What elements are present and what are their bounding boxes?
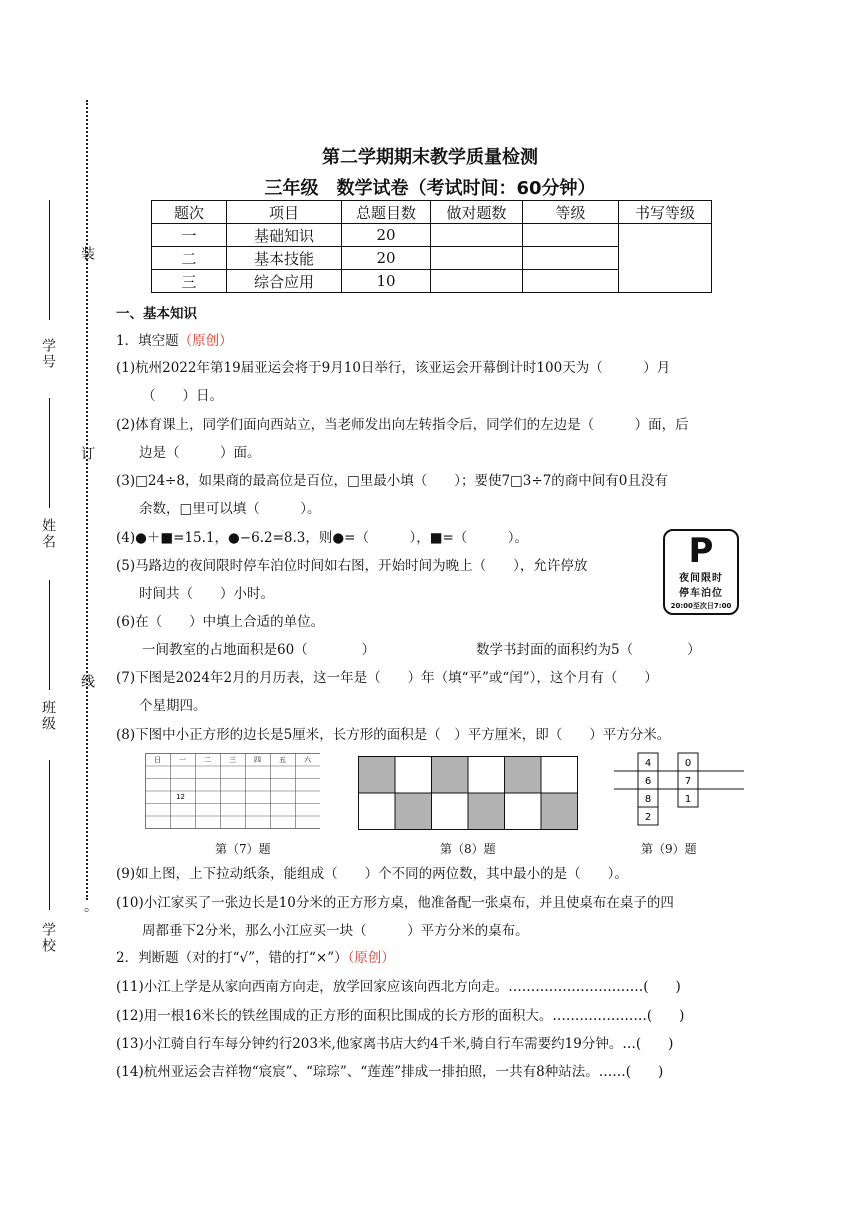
exam-title: 第二学期期末教学质量检测: [322, 147, 538, 168]
white-square: [359, 793, 396, 830]
calendar-weekday: 三: [229, 756, 236, 764]
question-line: (8)下图中小正方形的边长是5厘米，长方形的面积是（ ）平方厘米，即（ ）平方分米。: [116, 727, 671, 743]
score-table: [151, 200, 712, 293]
question-line: (6)在（ ）中填上合适的单位。: [116, 614, 325, 630]
calendar-weekday: 日: [154, 756, 161, 764]
calendar-weekday: 二: [204, 756, 211, 764]
binding-dot-mark: 。: [84, 899, 98, 915]
calendar-weekday: 五: [279, 756, 286, 764]
shaded-square: [505, 757, 542, 794]
score-table-header: [152, 201, 712, 224]
parking-sign: [663, 529, 739, 615]
question-line: 周都垂下2分米，那么小江应买一块（ ）平方分米的桌布。: [142, 923, 529, 939]
student-id-label: 学号: [40, 338, 56, 370]
question-line: (1)杭州2022年第19届亚运会将于9月10日举行，该亚运会开幕倒计时100天为（ ）月: [116, 360, 671, 376]
original-tag: （原创）: [347, 950, 395, 966]
row-number: 三: [152, 270, 227, 293]
school-line: [49, 760, 50, 910]
exam-subtitle: 三年级 数学试卷（考试时间：60分钟）: [264, 178, 596, 199]
fill-heading: [116, 329, 233, 349]
row-number: 二: [152, 247, 227, 270]
row-total: 20: [342, 247, 431, 270]
original-tag: （原创）: [178, 333, 233, 349]
parking-line2: 停车泊位: [679, 588, 723, 599]
question-line: (4)●＋■=15.1，●−6.2=8.3，则●=（ ），■=（ ）。: [116, 530, 529, 546]
student-id-line: [49, 200, 50, 320]
correct-count-cell[interactable]: [431, 224, 523, 247]
correct-count-cell[interactable]: [431, 247, 523, 270]
header-cell: 总题目数: [342, 201, 431, 224]
judge-heading-text: 2．判断题（对的打“√”，错的打“×”）: [116, 950, 348, 966]
header-cell: 等级: [523, 201, 619, 224]
binding-char-zhuang: 装: [79, 246, 95, 262]
row-item: 基本技能: [227, 247, 342, 270]
class-label: 班级: [40, 700, 56, 732]
binding-char-ding: 订: [79, 446, 95, 462]
row-total: 20: [342, 224, 431, 247]
question-line: (7)下图是2024年2月的月历表，这一年是（ ）年（填“平”或“闰”），这个月有（ ）: [116, 670, 658, 686]
question-line: (9)如上图，上下拉动纸条，能组成（ ）个不同的两位数，其中最小的是（ ）。: [116, 866, 628, 882]
shaded-square: [432, 757, 469, 794]
caption-7: 第（7）题: [215, 842, 271, 856]
grade-cell[interactable]: [523, 247, 619, 270]
binding-char-xian: 线: [79, 674, 95, 690]
question-line: （ ）日。: [142, 388, 223, 404]
shaded-square: [359, 757, 396, 794]
section-heading: 一、基本知识: [116, 306, 197, 322]
row-number: 一: [152, 224, 227, 247]
white-square: [432, 793, 469, 830]
question-line: (3)□24÷8，如果商的最高位是百位，□里最小填（ ）；要使7□3÷7的商中间有0且没有: [116, 473, 668, 489]
parking-p-icon: P: [688, 531, 714, 571]
white-square: [505, 793, 542, 830]
judge-line: (14)杭州亚运会吉祥物“宸宸”、“琮琮”、“莲莲”排成一排拍照，一共有8种站法。……( ): [116, 1064, 664, 1080]
question-line: 个星期四。: [139, 698, 207, 714]
calendar-weekday: 四: [254, 756, 261, 764]
header-cell: 书写等级: [619, 201, 712, 224]
calendar-weekday: 六: [304, 756, 311, 764]
question-line: 数学书封面的面积约为5（ ）: [476, 642, 701, 658]
grade-cell[interactable]: [523, 270, 619, 293]
row-total: 10: [342, 270, 431, 293]
correct-count-cell[interactable]: [431, 270, 523, 293]
binding-dotted-line: [86, 100, 88, 900]
question-line: 时间共（ ）小时。: [139, 586, 274, 602]
strip-digit: 8: [644, 794, 652, 805]
class-line: [49, 580, 50, 690]
header-cell: 做对题数: [431, 201, 523, 224]
grade-cell[interactable]: [523, 224, 619, 247]
white-square: [395, 757, 432, 794]
shaded-square: [541, 793, 578, 830]
caption-8: 第（8）题: [440, 842, 496, 856]
judge-heading: [116, 946, 395, 966]
question-line: 边是（ ）面。: [139, 445, 261, 461]
question-line: 一间教室的占地面积是60（ ）: [142, 642, 376, 658]
white-square: [541, 757, 578, 794]
table-row: [152, 224, 712, 247]
strip-digit: 4: [644, 758, 652, 769]
strip-digit: 7: [684, 776, 692, 787]
question-line: (10)小江家买了一张边长是10分米的正方形方桌，他准备配一张桌布，并且使桌布在桌子的四: [116, 895, 674, 911]
row-item: 综合应用: [227, 270, 342, 293]
writing-grade-cell[interactable]: [619, 224, 712, 293]
header-cell: 项目: [227, 201, 342, 224]
judge-line: (11)小江上学是从家向西南方向走，放学回家应该向西北方向走。…………………………( ): [116, 979, 681, 995]
calendar-day-12: 12: [176, 793, 185, 801]
row-item: 基础知识: [227, 224, 342, 247]
calendar-weekday: 一: [179, 756, 186, 764]
parking-time: 20:00至次日7:00: [670, 602, 732, 610]
strip-digit: 2: [644, 812, 652, 823]
question-line: 余数，□里可以填（ ）。: [139, 501, 321, 517]
white-square: [468, 757, 505, 794]
caption-9: 第（9）题: [641, 842, 697, 856]
judge-line: (13)小江骑自行车每分钟约行203米,他家离书店大约4千米,骑自行车需要约19分钟。…( ): [116, 1036, 674, 1052]
shaded-square: [395, 793, 432, 830]
rectangle-figure: [358, 756, 580, 832]
question-line: (5)马路边的夜间限时停车泊位时间如右图，开始时间为晚上（ ），允许停放: [116, 558, 588, 574]
shaded-square: [468, 793, 505, 830]
question-line: (2)体育课上，同学们面向西站立，当老师发出向左转指令后，同学们的左边是（ ）面，后: [116, 417, 689, 433]
header-cell: 题次: [152, 201, 227, 224]
calendar-figure: [145, 753, 320, 830]
name-label: 姓名: [40, 518, 56, 550]
school-label: 学校: [40, 922, 56, 954]
strip-figure: [614, 752, 744, 828]
strip-digit: 0: [684, 758, 692, 769]
parking-line1: 夜间限时: [679, 573, 723, 584]
judge-line: (12)用一根16米长的铁丝围成的正方形的面积比围成的长方形的面积大。…………………( ): [116, 1008, 685, 1024]
fill-heading-text: 1．填空题: [116, 333, 179, 349]
strip-digit: 1: [684, 794, 692, 805]
strip-digit: 6: [644, 776, 652, 787]
name-line: [49, 398, 50, 508]
